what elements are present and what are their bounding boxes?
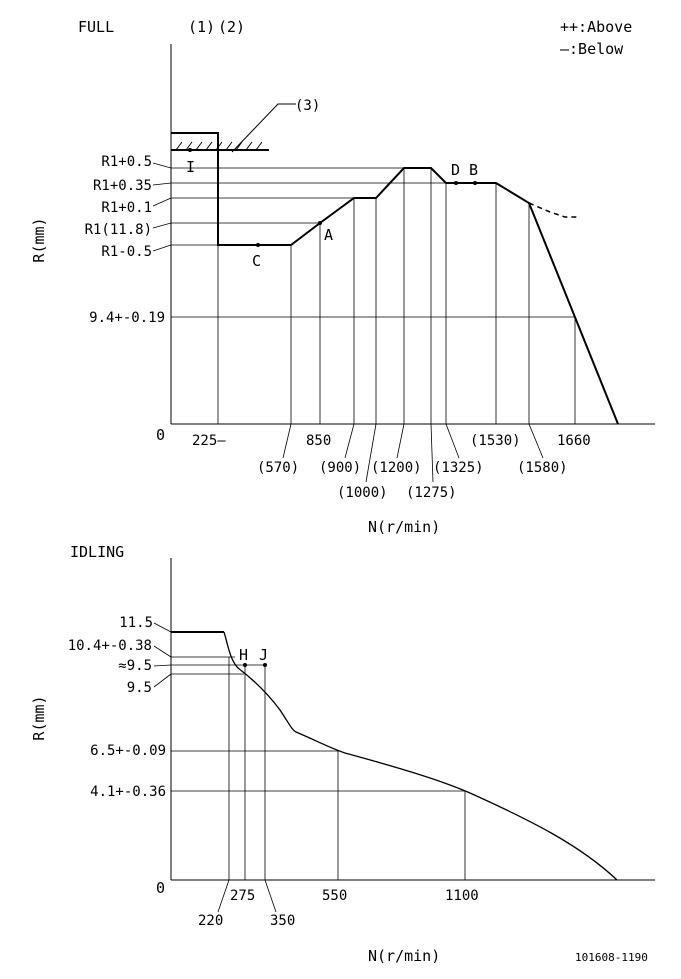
full-origin: 0 xyxy=(156,426,166,444)
full-y-label-r1p01: R1+0.1 xyxy=(101,200,152,216)
full-x-title: N(r/min) xyxy=(368,518,441,536)
full-point-a: A xyxy=(324,226,334,244)
full-chart xyxy=(171,44,655,424)
full-x-label-1530: (1530) xyxy=(470,433,521,449)
note-1: (1) xyxy=(188,18,216,36)
legend-below: —:Below xyxy=(560,40,624,58)
full-y-label-r1p035: R1+0.35 xyxy=(92,178,152,194)
idling-x-label-275: 275 xyxy=(230,888,256,904)
full-x-label-1660: 1660 xyxy=(557,433,591,449)
full-y-title: R(mm) xyxy=(30,217,48,263)
full-point-i: I xyxy=(186,158,196,176)
full-y-label-r1m05: R1-0.5 xyxy=(101,244,152,260)
full-title: FULL xyxy=(78,18,115,36)
full-point-b: B xyxy=(469,161,479,179)
idling-y-label-115: 11.5 xyxy=(119,615,153,631)
idling-origin: 0 xyxy=(156,879,166,897)
full-y-label-r1: R1(11.8) xyxy=(84,222,152,238)
idling-x-label-1100: 1100 xyxy=(445,888,479,904)
legend-above: ++:Above xyxy=(560,18,633,36)
idling-x-label-220: 220 xyxy=(198,913,224,929)
full-x-label-900: (900) xyxy=(319,460,362,476)
idling-curve xyxy=(224,632,617,880)
idling-x-title: N(r/min) xyxy=(368,947,441,965)
full-x-label-1275: (1275) xyxy=(406,485,457,501)
full-y-label-94: 9.4+-0.19 xyxy=(89,310,165,326)
callout-leader xyxy=(232,104,296,152)
idling-chart xyxy=(171,558,655,880)
idling-y-title: R(mm) xyxy=(30,695,48,741)
idling-y-label-95: 9.5 xyxy=(126,680,152,696)
idling-y-label-104: 10.4+-0.38 xyxy=(67,638,152,654)
full-x-label-570: (570) xyxy=(257,460,300,476)
idling-x-label-550: 550 xyxy=(322,888,348,904)
callout-3: (3) xyxy=(295,98,321,114)
idling-x-label-350: 350 xyxy=(270,913,296,929)
full-curve xyxy=(171,133,618,424)
note-2: (2) xyxy=(218,18,246,36)
idling-y-label-65: 6.5+-0.09 xyxy=(90,743,166,759)
full-point-d: D xyxy=(451,161,461,179)
full-x-label-225: 225— xyxy=(192,433,226,449)
full-x-label-1325: (1325) xyxy=(433,460,484,476)
full-x-label-1580: (1580) xyxy=(517,460,568,476)
drawing-code: 101608-1190 xyxy=(575,951,648,964)
full-x-label-1200: (1200) xyxy=(371,460,422,476)
full-y-label-r1p05: R1+0.5 xyxy=(101,154,152,170)
idling-point-h: H xyxy=(239,646,249,664)
idling-y-label-approx95: ≈9.5 xyxy=(118,658,152,674)
full-x-label-850: 850 xyxy=(306,433,332,449)
idling-point-j: J xyxy=(259,646,269,664)
full-curve-dashed xyxy=(529,203,580,217)
full-point-c: C xyxy=(252,252,262,270)
idling-y-label-41: 4.1+-0.36 xyxy=(90,784,166,800)
full-x-label-1000: (1000) xyxy=(337,485,388,501)
idling-title: IDLING xyxy=(70,543,125,561)
